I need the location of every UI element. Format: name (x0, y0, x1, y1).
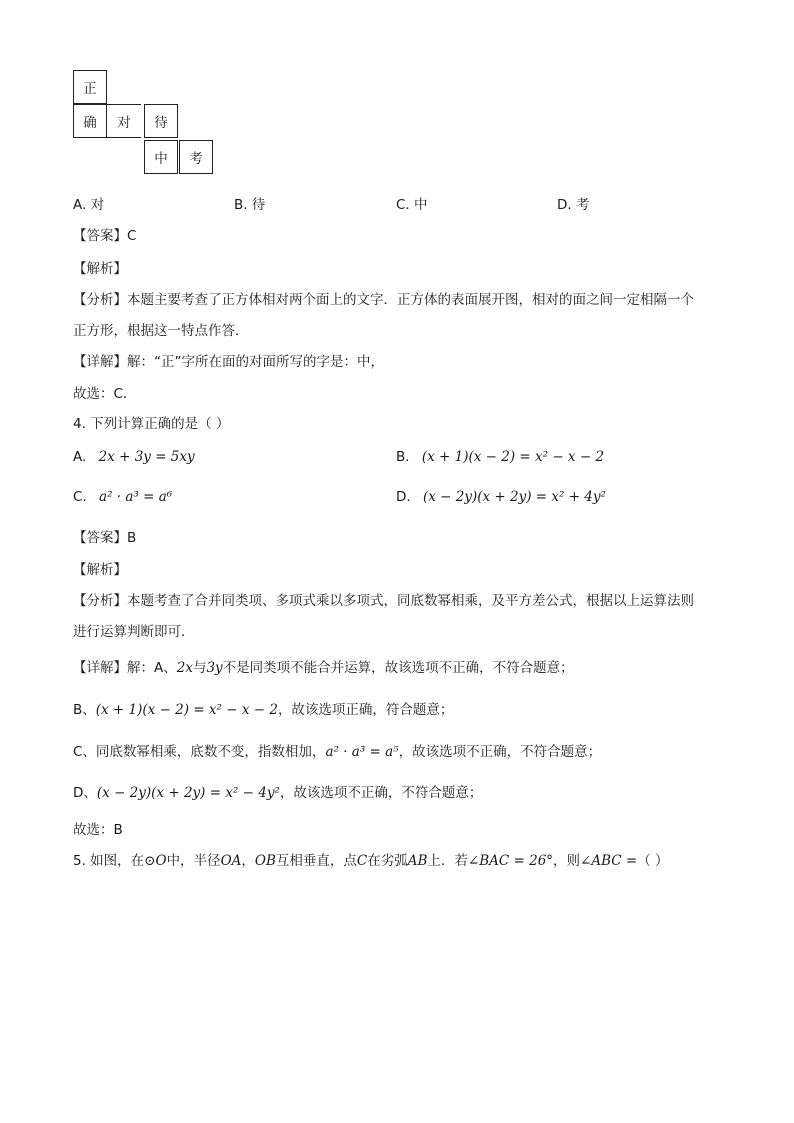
q4-analysis-title: 【解析】 (73, 562, 127, 578)
q5-arc-ab: AB (407, 853, 428, 869)
q5-text-6: 上．若 (427, 853, 468, 869)
net-cell-left: 确 (73, 104, 107, 138)
q5-text-1: 5. 如图，在 (73, 853, 145, 869)
q4-detail-d-suffix: ，故该选项不正确，不符合题意； (279, 785, 483, 801)
q4-detail-a-prefix: 【详解】解：A、 (73, 660, 177, 676)
q3-answer: 【答案】C (73, 228, 137, 244)
q3-option-d: D. 考 (557, 197, 590, 213)
q4-conclusion: 故选：B (73, 822, 123, 838)
q4-detail-a-suffix: 不是同类项不能合并运算，故该选项不正确，不符合题意； (222, 660, 574, 676)
q5-text-8: （ ） (637, 853, 669, 869)
q5-circle-o: ⊙O (144, 853, 167, 869)
q4-option-b (396, 449, 604, 465)
q5-text-5: 在劣弧 (367, 853, 408, 869)
q3-analysis-title: 【解析】 (73, 261, 127, 277)
q4-option-a-expr: 2x + 3y = 5xy (98, 449, 195, 465)
q4-detail-c-suffix: ，故该选项不正确，不符合题意； (398, 744, 602, 760)
q4-detail-b-expr: (x + 1)(x − 2) = x² − x − 2 (95, 702, 278, 718)
q3-conclusion: 故选：C． (73, 386, 137, 402)
q4-stem: 4. 下列计算正确的是（ ） (73, 416, 230, 432)
q5-text-2: 中，半径 (166, 853, 221, 869)
q3-fenxi-line1: 【分析】本题主要考查了正方体相对两个面上的文字．正方体的表面展开图，相对的面之间一定相隔一个 (73, 292, 694, 308)
q4-option-b-expr: (x + 1)(x − 2) = x² − x − 2 (421, 449, 605, 465)
q4-option-d-expr: (x − 2y)(x + 2y) = x² + 4y² (422, 489, 606, 505)
q5-angle-abc: ∠ABC = (580, 853, 638, 869)
q5-radius-oa: OA (220, 853, 242, 869)
q3-option-a: A. 对 (73, 197, 105, 213)
net-cell-middle: 对 (107, 104, 141, 138)
net-cell-bottom-right: 考 (179, 140, 213, 174)
net-cell-right: 待 (144, 104, 178, 138)
q4-detail-d (73, 781, 482, 801)
q4-option-c (73, 489, 172, 505)
q4-detail-a (73, 656, 574, 676)
q4-option-c-label: C. (73, 489, 87, 505)
net-cell-bottom-left: 中 (144, 140, 178, 174)
q5-text-7: ，则 (553, 853, 581, 869)
q4-answer: 【答案】B (73, 530, 137, 546)
q3-fenxi-line2: 正方形，根据这一特点作答． (73, 323, 249, 339)
q4-option-a (73, 449, 195, 465)
q5-angle-bac: ∠BAC = 26° (467, 853, 554, 869)
q4-option-d-label: D. (396, 489, 411, 505)
q3-option-b: B. 待 (234, 197, 266, 213)
q4-detail-b-prefix: B、 (73, 702, 96, 718)
q4-detail-b-suffix: ，故该选项正确，符合题意； (277, 702, 454, 718)
q3-detail: 【详解】解：“正”字所在面的对面所写的字是：中， (73, 354, 384, 370)
q5-text-4: 互相垂直，点 (275, 853, 357, 869)
q4-detail-d-prefix: D、 (73, 785, 97, 801)
q4-detail-a-mid: 与 (192, 660, 207, 676)
q4-detail-d-expr: (x − 2y)(x + 2y) = x² − 4y² (96, 785, 280, 801)
q4-option-b-label: B. (396, 449, 410, 465)
q4-detail-a-term1: 2x (176, 660, 193, 676)
q4-detail-c (73, 740, 601, 760)
q4-detail-c-expr: a² · a³ = a⁵ (325, 744, 399, 760)
q4-detail-c-prefix: C、同底数幂相乘，底数不变，指数相加， (73, 744, 326, 760)
q4-option-d (396, 489, 606, 505)
q5-stem (73, 849, 669, 869)
q4-option-c-expr: a² · a³ = a⁶ (99, 489, 173, 505)
q4-detail-b (73, 698, 453, 718)
q5-point-c: C (356, 853, 368, 869)
q3-option-c: C. 中 (396, 197, 428, 213)
net-cell-top: 正 (73, 70, 107, 104)
q4-option-a-label: A. (73, 449, 87, 465)
q5-radius-ob: OB (254, 853, 276, 869)
q4-detail-a-term2: 3y (206, 660, 223, 676)
q4-fenxi-line2: 进行运算判断即可． (73, 624, 195, 640)
q5-text-3: ， (241, 853, 255, 869)
q4-fenxi-line1: 【分析】本题考查了合并同类项、多项式乘以多项式，同底数幂相乘，及平方差公式，根据以上运算法则 (73, 593, 694, 609)
